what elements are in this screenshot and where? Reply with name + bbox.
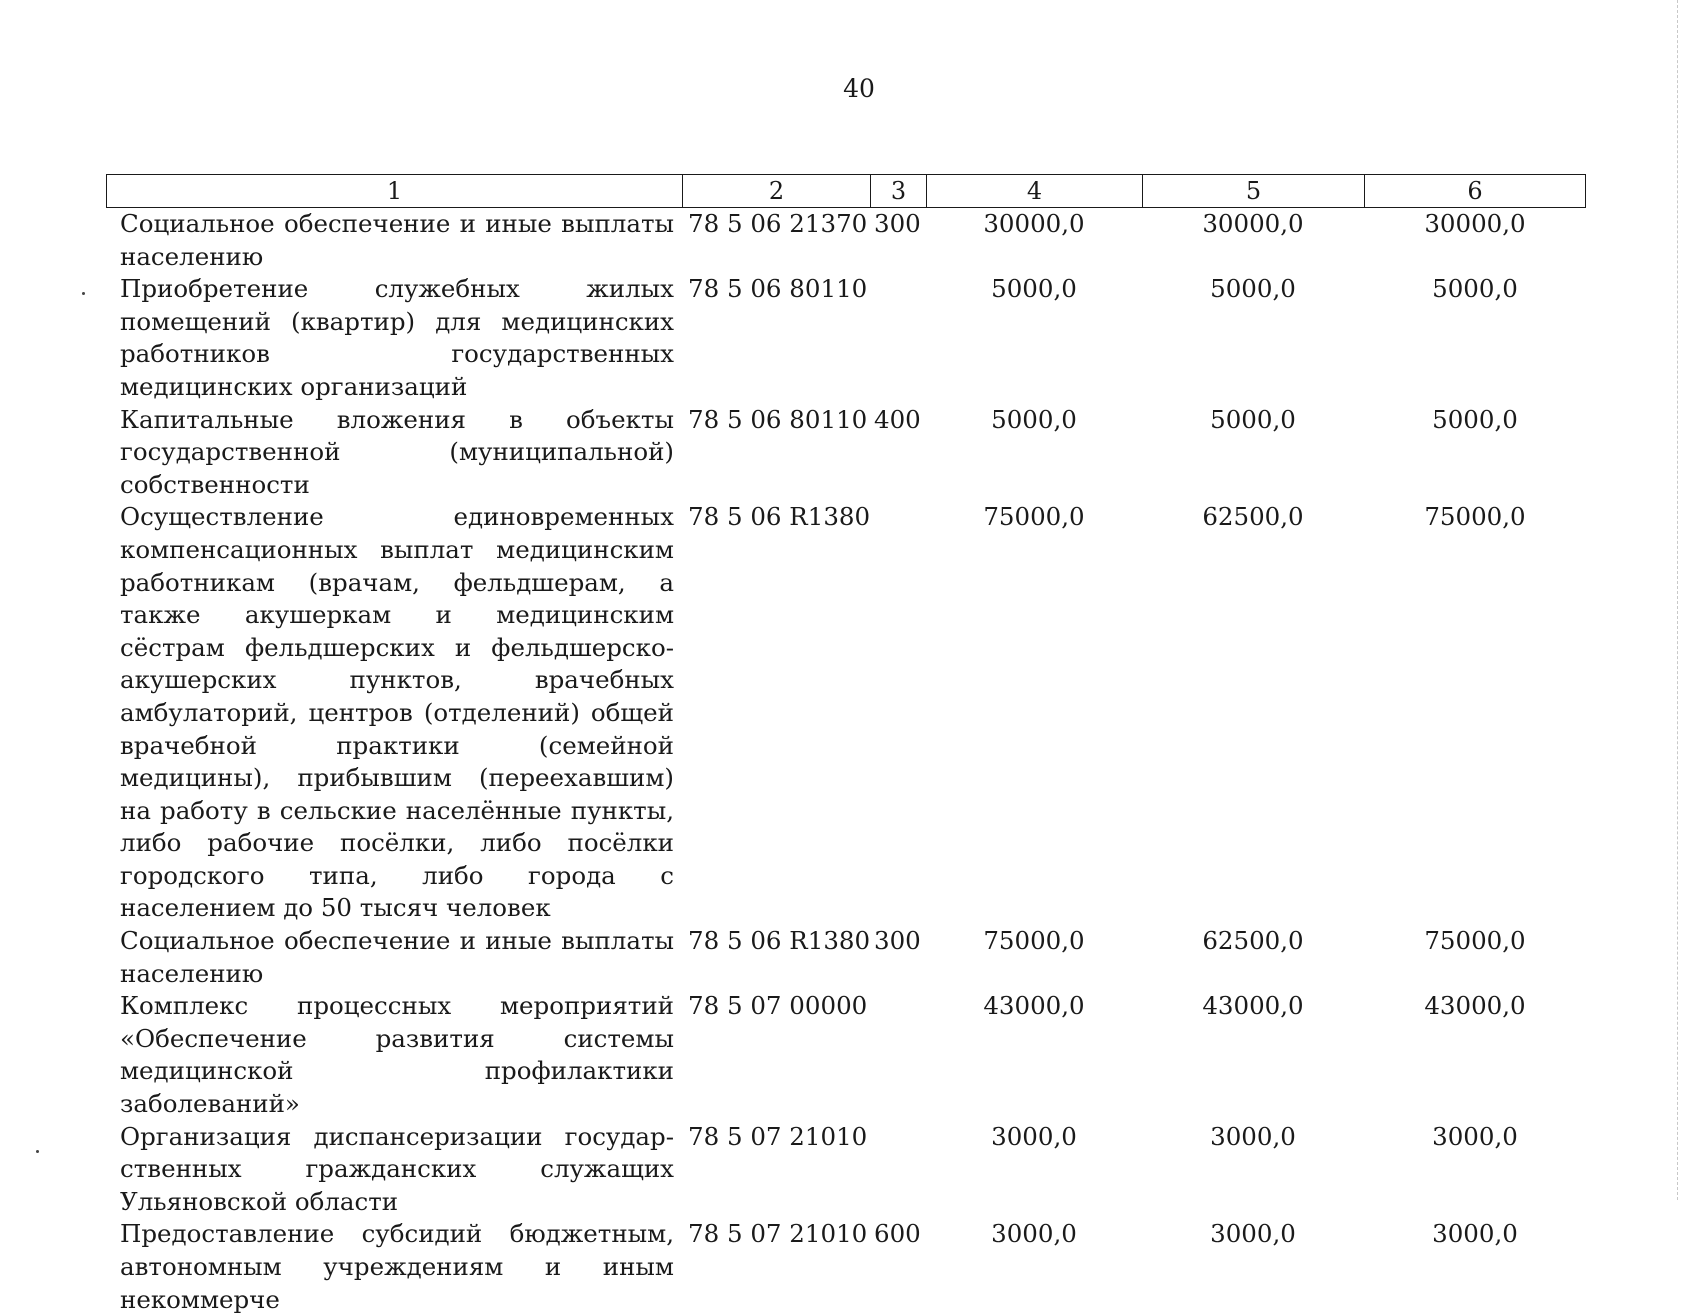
row-value-3: 3000,0 <box>1432 1219 1518 1249</box>
header-col-1: 1 <box>107 175 683 207</box>
row-value-1: 3000,0 <box>991 1121 1077 1151</box>
row-value-3: 30000,0 <box>1424 209 1526 238</box>
row-value-3: 5000,0 <box>1432 274 1518 304</box>
scan-speck <box>82 292 85 295</box>
row-code: 78 5 06 80110 <box>688 274 868 304</box>
row-code: 78 5 07 21010 <box>688 1219 868 1249</box>
row-type <box>870 990 926 1120</box>
row-code: 78 5 06 21370 <box>688 209 868 238</box>
row-type <box>870 501 926 925</box>
row-value-1: 5000,0 <box>991 274 1077 304</box>
row-code: 78 5 06 80110 <box>688 404 868 434</box>
row-value-3: 75000,0 <box>1424 502 1526 532</box>
row-name: Организация диспансеризации государственных гражданских служащих Ульяновской области <box>120 1121 674 1216</box>
table-row <box>106 1218 1586 1316</box>
scan-speck <box>36 1150 39 1153</box>
row-type <box>870 273 926 403</box>
header-col-3: 3 <box>871 175 927 207</box>
row-code: 78 5 07 00000 <box>688 991 868 1021</box>
row-value-3: 75000,0 <box>1424 926 1526 956</box>
row-value-1: 5000,0 <box>991 404 1077 434</box>
row-name: Социальное обеспечение и иные выплаты населению <box>120 926 674 988</box>
table-body <box>106 208 1586 1316</box>
row-value-2: 43000,0 <box>1202 991 1304 1021</box>
row-value-2: 30000,0 <box>1202 209 1304 238</box>
row-value-1: 75000,0 <box>983 502 1085 532</box>
row-name: Социальное обеспечение и иные выплаты населению <box>120 209 674 271</box>
table-row <box>106 925 1586 990</box>
table-row <box>106 990 1586 1120</box>
row-value-3: 5000,0 <box>1432 404 1518 434</box>
row-value-2: 62500,0 <box>1202 926 1304 956</box>
row-name: Приобретение служебных жилых помещений (квартир) для медицинских работников государственных медицинских организаций <box>120 274 674 401</box>
row-value-2: 3000,0 <box>1210 1219 1296 1249</box>
row-name: Предоставление субсидий бюджетным, автономным учреждениям и иным некоммерче <box>120 1219 674 1314</box>
row-value-2: 3000,0 <box>1210 1121 1296 1151</box>
header-col-6: 6 <box>1467 177 1483 205</box>
row-value-3: 3000,0 <box>1432 1121 1518 1151</box>
row-value-1: 30000,0 <box>983 209 1085 238</box>
scan-margin-line <box>1675 0 1678 1200</box>
row-value-1: 43000,0 <box>983 991 1085 1021</box>
row-name: Осуществление единовременных компенсационных выплат медицинским работникам (врачам, фельдшерам, а также акушеркам и медицинским сёстрам фельдшерских и фельдшерско-акушерских пунктов, врачебных амбулаторий, центров (отделений) общей врачебной практики (семейной медицины), прибывшим (переехавшим) на работу в сельские населённые пункты, либо рабочие посёлки, либо посёлки городского типа, либо города с населением до 50 тысяч человек <box>120 502 674 923</box>
row-type <box>870 1121 926 1219</box>
header-col-5: 5 <box>1143 175 1365 207</box>
row-value-2: 62500,0 <box>1202 502 1304 532</box>
row-name: Комплекс процессных мероприятий «Обеспечение развития системы медицинской профилактики заболеваний» <box>120 991 674 1119</box>
table-row <box>106 1121 1586 1219</box>
row-value-1: 3000,0 <box>991 1219 1077 1249</box>
row-type: 600 <box>874 1219 921 1249</box>
table-row <box>106 404 1586 502</box>
page-number <box>0 74 1698 103</box>
row-value-1: 75000,0 <box>983 926 1085 956</box>
row-value-2: 5000,0 <box>1210 404 1296 434</box>
table-row <box>106 273 1586 403</box>
table-row <box>106 208 1586 273</box>
header-col-4: 4 <box>927 175 1143 207</box>
row-code: 78 5 06 R1380 <box>688 926 871 956</box>
row-value-2: 5000,0 <box>1210 274 1296 304</box>
row-type: 300 <box>874 209 921 238</box>
header-col-2: 2 <box>683 175 871 207</box>
row-type: 400 <box>874 404 921 434</box>
row-code: 78 5 07 21010 <box>688 1121 868 1151</box>
row-value-3: 43000,0 <box>1424 991 1526 1021</box>
row-code: 78 5 06 R1380 <box>688 502 871 532</box>
table-row <box>106 501 1586 925</box>
row-name: Капитальные вложения в объекты государственной (муниципальной) собственности <box>120 404 674 499</box>
page-number-text: 40 <box>843 74 875 103</box>
row-type: 300 <box>874 926 921 956</box>
table-header-row <box>106 174 1586 208</box>
